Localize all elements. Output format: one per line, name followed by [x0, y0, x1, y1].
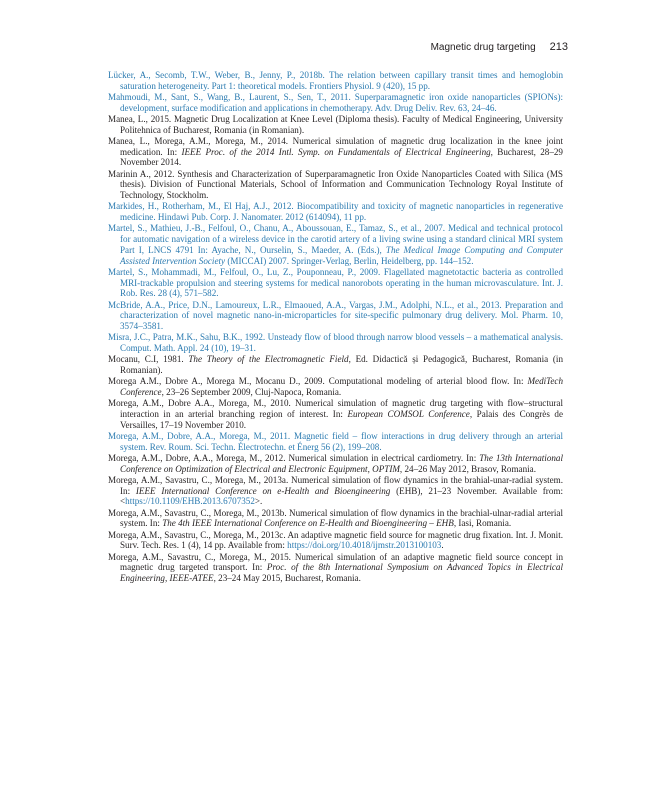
reference-item: Morega, A.M., Dobre, A.A., Morega, M., 2012. Numerical simulation in electrical cardiometry. In: The 13th International Conference on Optimization of Electrical and Electronic Equipment, OPTIM, 24–26 May 2012, Brasov, Romania. — [108, 452, 563, 474]
reference-item: Marinin A., 2012. Synthesis and Characterization of Superparamagnetic Iron Oxide Nanoparticles Coated with Silica (MS thesis). Division of Functional Materials, School of Information and Communication Technology Royal Institute of Technology, Stockholm. — [108, 168, 563, 201]
reference-item: Morega, A.M., Savastru, C., Morega, M., 2013a. Numerical simulation of flow dynamics in the brahial-unar-radial system. In: IEEE International Conference on e-Health and Bioengineering (EHB), 21–23 November. Available from: <https://10.1109/EHB.2013.6707352>. — [108, 474, 563, 507]
reference-list — [108, 70, 563, 584]
reference-item[interactable]: Misra, J.C., Patra, M.K., Sahu, B.K., 1992. Unsteady flow of blood through narrow blood vessels – a mathematical analysis. Comput. Math. Appl. 24 (10), 19–31. — [108, 332, 563, 353]
reference-item: Morega, A.M., Savastru, C., Morega, M., 2013c. An adaptive magnetic field source for magnetic drug fixation. Int. J. Monit. Surv. Tech. Res. 1 (4), 14 pp. Available from: https://doi.org/10.4018/ijmstr.2013100103. — [108, 529, 563, 551]
reference-item[interactable]: Markides, H., Rotherham, M., El Haj, A.J., 2012. Biocompatibility and toxicity of magnetic nanoparticles in regenerative medicine. Hindawi Pub. Corp. J. Nanomater. 2012 (614094), 11 pp. — [108, 201, 563, 223]
section-title: Magnetic drug targeting — [430, 42, 536, 53]
reference-item[interactable]: McBride, A.A., Price, D.N., Lamoureux, L.R., Elmaoued, A.A., Vargas, J.M., Adolphi, N.L., et al., 2013. Preparation and characterization of novel magnetic nano-in-microparticles for site-specific pulmonary drug delivery. Mol. Pharm. 10, 3574–3581. — [108, 299, 563, 331]
reference-item[interactable]: Mahmoudi, M., Sant, S., Wang, B., Laurent, S., Sen, T., 2011. Superparamagnetic iron oxide nanoparticles (SPIONs): development, surface modification and applications in chemotherapy. Adv. Drug Deliv. Rev. 63, 24–46. — [108, 92, 563, 113]
reference-item: Morega A.M., Dobre A., Morega M., Mocanu D., 2009. Computational modeling of arterial blood flow. In: MediTech Conference, 23–26 September 2009, Cluj-Napoca, Romania. — [108, 376, 563, 397]
reference-url[interactable]: https://10.1109/EHB.2013.6707352 — [125, 496, 255, 507]
reference-item: Morega, A.M., Dobre A.A., Morega, M., 2010. Numerical simulation of magnetic drug targeting with flow–structural interaction in an arterial branching region of interest. In: European COMSOL Conference, Palais des Congrès de Versailles, 17–19 November 2010. — [108, 398, 564, 430]
reference-item: Mocanu, C.I, 1981. The Theory of the Electromagnetic Field, Ed. Didactică și Pedagogică, Bucharest, Romania (in Romanian). — [108, 354, 563, 375]
reference-item: Morega, A.M., Savastru, C., Morega, M., 2015. Numerical simulation of an adaptive magnetic field source concept in magnetic drug targeted transport. In: Proc. of the 8th International Symposium on Advanced Topics in Electrical Engineering, IEEE-ATEE, 23–24 May 2015, Bucharest, Romania. — [108, 551, 563, 584]
reference-item: Morega, A.M., Savastru, C., Morega, M., 2013b. Numerical simulation of flow dynamics in the brachial-ulnar-radial arterial system. In: The 4th IEEE International Conference on E-Health and Bioengineering – EHB, Iasi, Romania. — [108, 507, 563, 529]
reference-item[interactable]: Martel, S., Mohammadi, M., Felfoul, O., Lu, Z., Pouponneau, P., 2009. Flagellated magnetotactic bacteria as controlled MRI-trackable propulsion and steering systems for medical nanorobots operating in the human microvasculature. Int. J. Rob. Res. 28 (4), 571–582. — [108, 266, 563, 299]
reference-item[interactable]: Lücker, A., Secomb, T.W., Weber, B., Jenny, P., 2018b. The relation between capillary transit times and hemoglobin saturation heterogeneity. Part 1: theoretical models. Frontiers Physiol. 9 (420), 15 pp. — [108, 70, 563, 91]
page-number: 213 — [549, 41, 568, 53]
reference-item: Manea, L., Morega, A.M., Morega, M., 2014. Numerical simulation of magnetic drug localization in the knee joint medication. In: IEEE Proc. of the 2014 Intl. Symp. on Fundamentals of Electrical Engineering, Bucharest, 28–29 November 2014. — [108, 136, 563, 168]
running-head — [431, 41, 568, 53]
reference-item: Manea, L., 2015. Magnetic Drug Localization at Knee Level (Diploma thesis). Faculty of Medical Engineering, University Politehnica of Bucharest, Romania (in Romanian). — [108, 114, 563, 135]
reference-item[interactable]: Martel, S., Mathieu, J.-B., Felfoul, O., Chanu, A., Aboussouan, E., Tamaz, S., et al., 2007. Medical and technical protocol for automatic navigation of a wireless device in the carotid artery of a living swine using a standard clinical MRI system Part I, LNCS 4791 In: Ayache, N., Ourselin, S., Maeder, A. (Eds.), The Medical Image Computing and Computer Assisted Intervention Society (MICCAI) 2007. Springer-Verlag, Berlin, Heidelberg, pp. 144–152. — [108, 223, 563, 266]
reference-url[interactable]: https://doi.org/10.4018/ijmstr.2013100103 — [287, 540, 442, 551]
reference-item[interactable]: Morega, A.M., Dobre, A.A., Morega, M., 2011. Magnetic field – flow interactions in drug delivery through an arterial system. Rev. Roum. Sci. Techn. Électrotechn. et Énerg 56 (2), 199–208. — [108, 430, 563, 452]
